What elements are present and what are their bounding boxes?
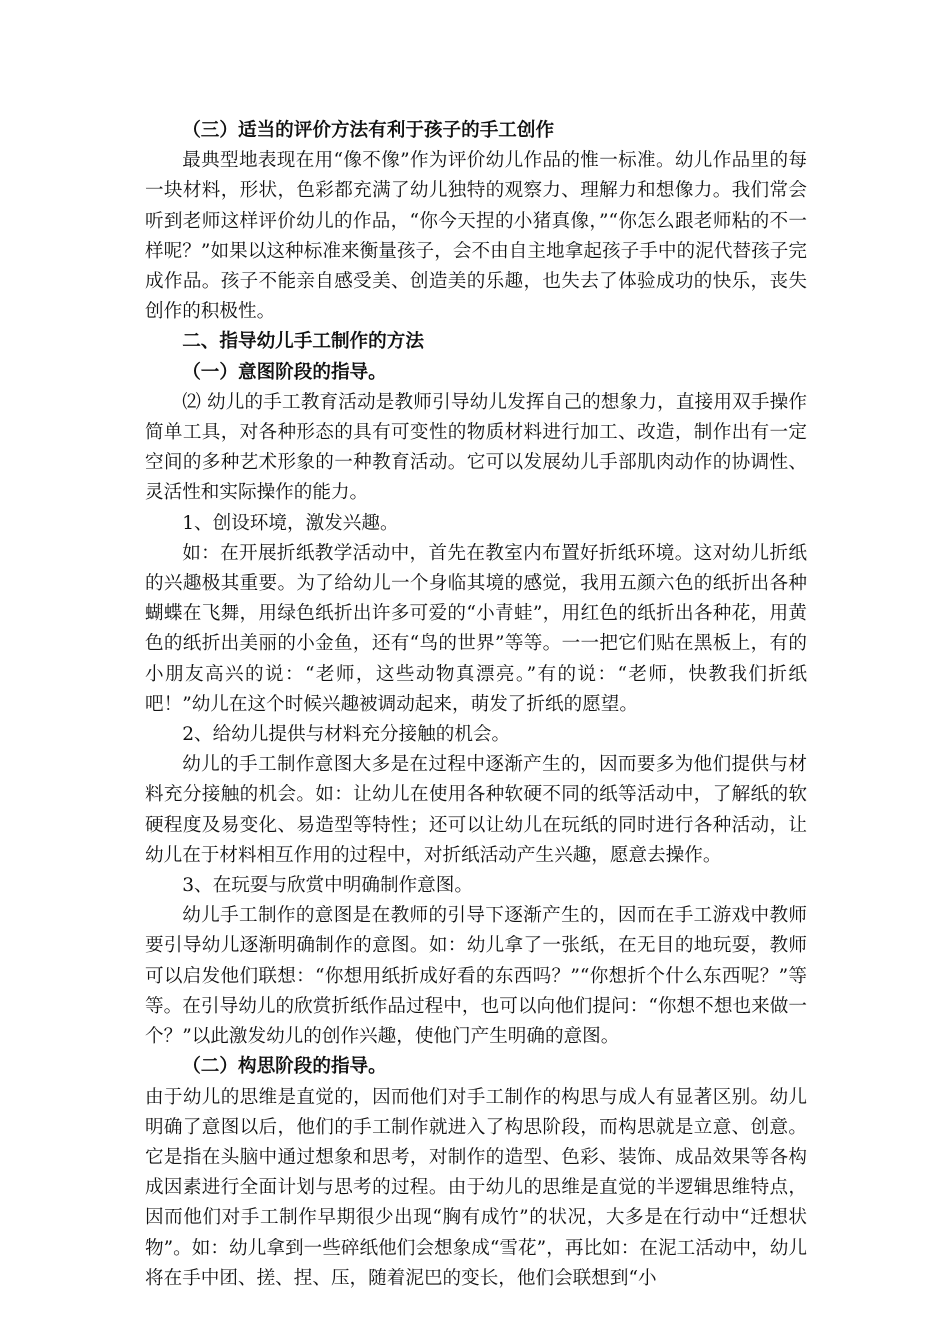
list-item-material-contact: 2、给幼儿提供与材料充分接触的机会。: [182, 724, 511, 746]
paragraph-folding-example: 如：在开展折纸教学活动中，首先在教室内布置好折纸环境。这对幼儿折纸的兴趣极其重要。为了给幼儿一个身临其境的感觉，我用五颜六色的纸折出各种蝴蝶在飞舞，用绿色纸折出许多可爱的“小青蛙”，用红色的纸折出各种花，用黄色的纸折出美丽的小金鱼，还有“鸟的世界”等等。一一把它们贴在黑板上，有的小朋友高兴的说：“老师，这些动物真漂亮。”有的说：“老师，快教我们折纸吧！”幼儿在这个时候兴趣被调动起来，萌发了折纸的愿望。: [145, 542, 807, 715]
paragraph-handcraft-definition: ⑵ 幼儿的手工教育活动是教师引导幼儿发挥自己的想象力，直接用双手操作简单工具，对各种形态的具有可变性的物质材料进行加工、改造，制作出有一定空间的多种艺术形象的一种教育活动。它可以发展幼儿手部肌肉动作的协调性、灵活性和实际操作的能力。: [145, 391, 807, 504]
list-item-clarify-intent: 3、在玩耍与欣赏中明确制作意图。: [182, 875, 473, 897]
list-item-create-environment: 1、创设环境，激发兴趣。: [182, 512, 399, 534]
subsection-heading-conception: （二）构思阶段的指导。: [182, 1056, 387, 1078]
paragraph-evaluation: 最典型地表现在用“像不像”作为评价幼儿作品的惟一标准。幼儿作品里的每一块材料，形状，色彩都充满了幼儿独特的观察力、理解力和想像力。我们常会听到老师这样评价幼儿的作品，“你今天捏的小猪真像，”“你怎么跟老师粘的不一样呢？”如果以这种标准来衡量孩子，会不由自主地拿起孩子手中的泥代替孩子完成作品。孩子不能亲自感受美、创造美的乐趣，也失去了体验成功的快乐，丧失创作的积极性。: [145, 150, 807, 323]
paragraph-material-contact: 幼儿的手工制作意图大多是在过程中逐渐产生的，因而要多为他们提供与材料充分接触的机会。如：让幼儿在使用各种软硬不同的纸等活动中，了解纸的软硬程度及易变化、易造型等特性；还可以让幼儿在玩纸的同时进行各种活动，让幼儿在于材料相互作用的过程中，对折纸活动产生兴趣，愿意去操作。: [145, 754, 807, 866]
subsection-heading-intent: （一）意图阶段的指导。: [182, 361, 387, 383]
paragraph-clarify-intent: 幼儿手工制作的意图是在教师的引导下逐渐产生的，因而在手工游戏中教师要引导幼儿逐渐明确制作的意图。如：幼儿拿了一张纸，在无目的地玩耍，教师可以启发他们联想：“你想用纸折成好看的东西吗？”“你想折个什么东西呢？”等等。在引导幼儿的欣赏折纸作品过程中，也可以向他们提问：“你想不想也来做一个？”以此激发幼儿的创作兴趣，使他门产生明确的意图。: [145, 905, 807, 1048]
section-heading-methods: 二、指导幼儿手工制作的方法: [182, 331, 424, 353]
paragraph-conception: 由于幼儿的思维是直觉的，因而他们对手工制作的构思与成人有显著区别。幼儿明确了意图以后，他们的手工制作就进入了构思阶段，而构思就是立意、创意。它是指在头脑中通过想象和思考，对制作的造型、色彩、装饰、成品效果等各构成因素进行全面计划与思考的过程。由于幼儿的思维是直觉的半逻辑思维特点，因而他们对手工制作早期很少出现“胸有成竹”的状况，大多是在行动中“迁想状物”。如：幼儿拿到一些碎纸他们会想象成“雪花”，再比如：在泥工活动中，幼儿将在手中团、搓、捏、压，随着泥巴的变长，他们会联想到“小: [145, 1086, 807, 1289]
section-heading-evaluation: （三）适当的评价方法有利于孩子的手工创作: [182, 120, 555, 141]
document-page: [145, 116, 807, 1294]
